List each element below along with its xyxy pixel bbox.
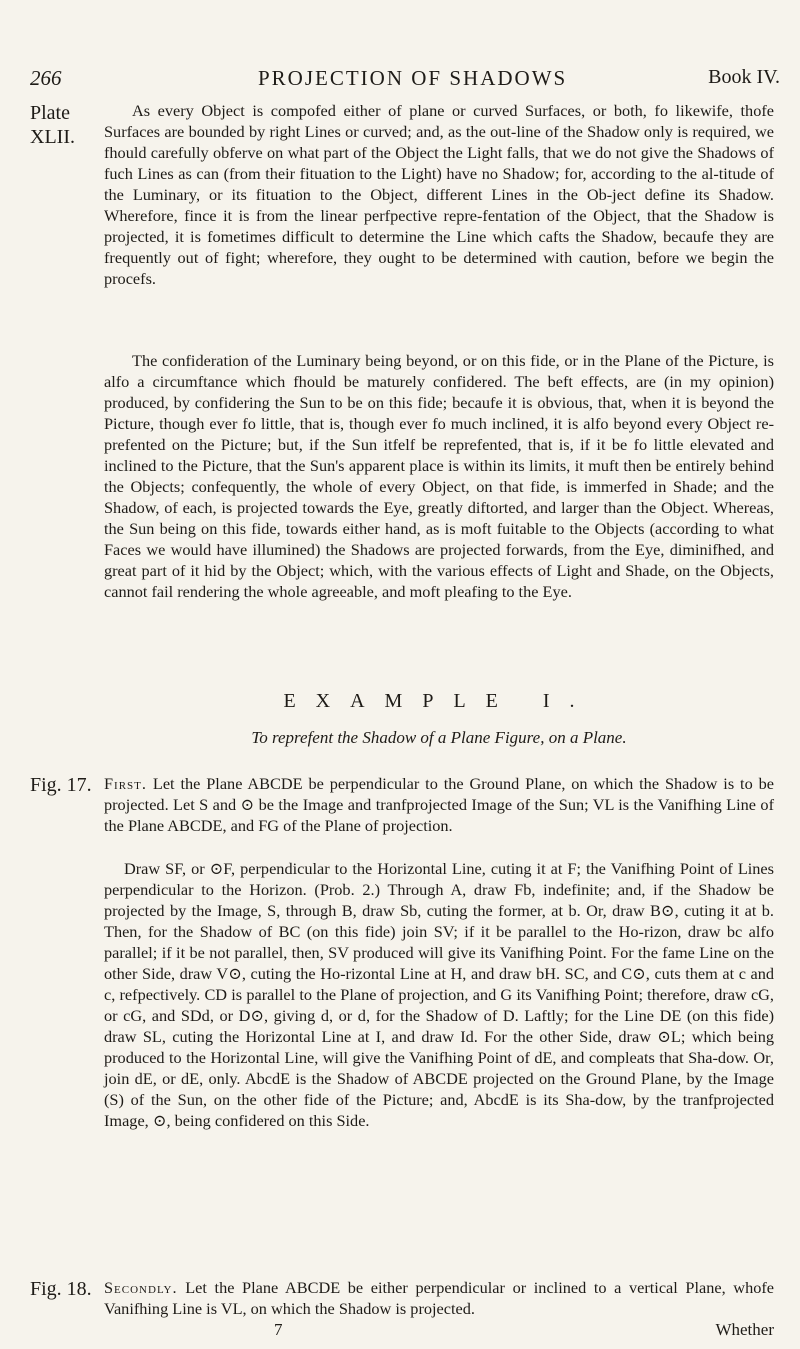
paragraph-construction: Draw SF, or ⊙F, perpendicular to the Horizontal Line, cuting it at F; the Vanifhing Point of Lines perpendicular to the Horizon. (Prob. 2.) Through A, draw Fb, indefinite; and, if the Shadow be projected by the Image, S, through B, draw Sb, cuting the former, at b. Or, draw B⊙, cuting it at b. Then, for the Shadow of BC (on this fide) join SV; if it be parallel to the Ho-rizon, draw bc alfo parallel; if it be not parallel, then, SV produced will give its Vanifhing Point. For the fame Line on the other Side, draw V⊙, cuting the Ho-rizontal Line at H, and draw bH. SC, and C⊙, cuts them at c and c, refpectively. CD is parallel to the Plane of projection, and G its Vanifhing Point; therefore, draw cG, or cG, and SDd, or D⊙, giving d, or d, for the Shadow of D. Laftly; for the Line DE (on this fide) draw SL, cuting the Horizontal Line at I, and draw Id. For the other Side, draw ⊙L; which being produced to the Horizontal Line, will give the Vanifhing Point of dE, and compleats that Sha-dow. Or, join dE, or dE, only. AbcdE is the Shadow of ABCDE projected on the Ground Plane, by the Image (S) of the Sun, on the other fide of the Picture; and, AbcdE is its Sha-dow, by the tranfprojected Image, ⊙, being confidered on this Side. (104, 859, 774, 1130)
paragraph-2: The confideration of the Luminary being beyond, or on this fide, or in the Plane of the Picture, is alfo a circumftance which fhould be maturely confidered. The beft effects, are (in my opinion) produced, by confidering the Sun to be on this fide; becaufe it is obvious, that, when it is beyond the Picture, though ever fo little, that is, though ever fo much inclined, it is alfo beyond every Object re-prefented on the Picture; but, if the Sun itfelf be reprefented, that is, if it be fo little elevated and inclined to the Picture, that the Sun's apparent place is within its limits, it muft then be entirely behind the Objects; confequently, the whole of every Object, on that fide, is immerfed in Shade; and the Shadow, of each, is projected towards the Eye, greatly diftorted, and larger than the Object. Whereas, the Sun being on this fide, towards either hand, as is moft fuitable to the Objects (according to what Faces we would have illumined) the Shadows are projected forwards, from the Eye, diminifhed, and great part of it hid by the Object; which, with the various effects of Light and Shade, on the Objects, cannot fail rendering the whole agreeable, and moft pleafing to the Eye. (104, 351, 774, 601)
paragraph-1: As every Object is compofed either of plane or curved Surfaces, or both, fo likewife, thofe Surfaces are bounded by right Lines or curved; and, as the out-line of the Shadow only is required, we fhould carefully obferve on what part of the Object the Light falls, that we do not give the Shadows of fuch Lines as can (from their fituation to the Light) have no Shadow; for, according to the al-titude of the Luminary, or its fituation to the Object, different Lines in the Ob-ject define its Shadow. Wherefore, fince it is from the linear perfpective repre-fentation of the Object, that the Shadow is projected, it is fometimes difficult to determine the Line which cafts the Shadow, becaufe they are frequently out of fight; wherefore, they ought to be determined with caution, before we begin the procefs. (104, 101, 774, 288)
running-title: PROJECTION OF SHADOWS (258, 66, 568, 90)
example-subtitle: To reprefent the Shadow of a Plane Figure, on a Plane. (251, 728, 627, 747)
fig-18-note: Fig. 18. (30, 1278, 92, 1300)
paragraph-first (104, 773, 774, 836)
running-header (30, 66, 780, 96)
first-text: Let the Plane ABCDE be perpendicular to the Ground Plane, on which the Shadow is to be projected. Let S and ⊙ be the Image and tranfprojected Image of the Sun; VL is the Vanifhing Line of the Plane ABCDE, and FG of the Plane of projection. (104, 774, 774, 835)
first-label: First. (104, 774, 147, 793)
page-number: 266 (30, 66, 62, 90)
book-label: Book IV. (708, 66, 780, 88)
second-text: Let the Plane ABCDE be either perpendicular or inclined to a vertical Plane, whofe Vanifhing Line is VL, on which the Shadow is projected. (104, 1278, 774, 1318)
plate-note: Plate XLII. (30, 102, 75, 148)
paragraph-second (104, 1277, 774, 1319)
signature-mark: 7 (274, 1320, 283, 1339)
example-heading: EXAMPLE I. (283, 690, 595, 712)
fig-17-note: Fig. 17. (30, 774, 92, 796)
catchword: Whether (715, 1320, 774, 1339)
second-label: Secondly. (104, 1278, 178, 1297)
